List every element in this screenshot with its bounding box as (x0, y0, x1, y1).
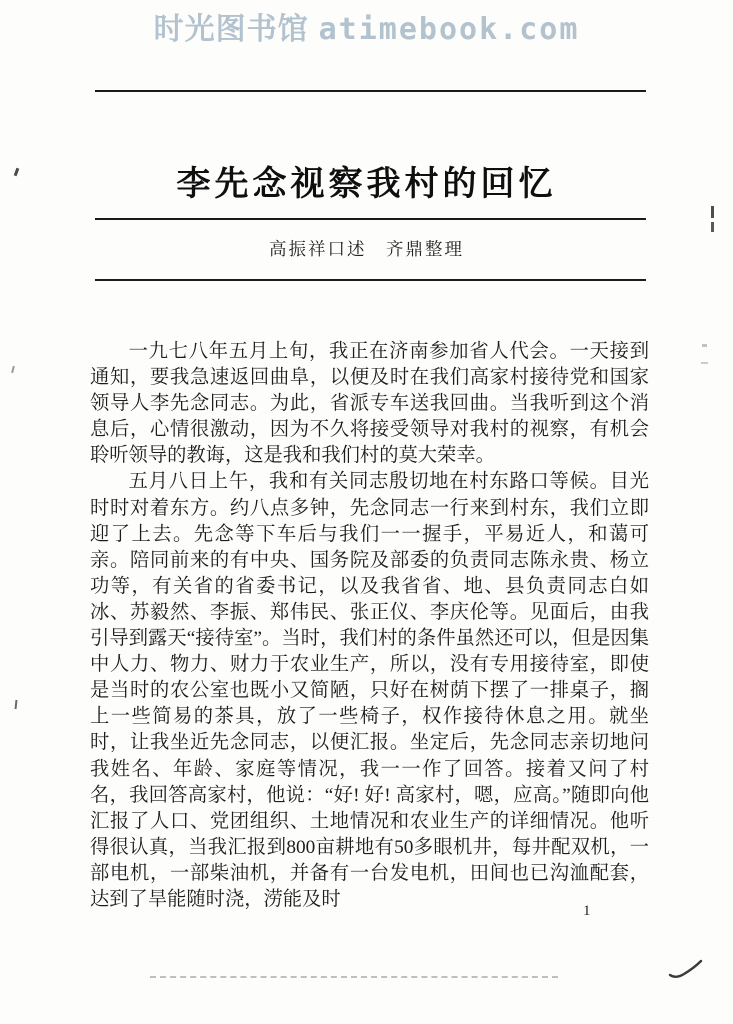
body-paragraph: 五月八日上午，我和有关同志殷切地在村东路口等候。目光时时对着东方。约八点多钟，先念同志一行来到村东，我们立即迎了上去。先念等下车后与我们一一握手，平易近人，和蔼可亲。陪同前来的有中央、国务院及部委的负责同志陈永贵、杨立功等，有关省的省委书记，以及我省省、地、县负责同志白如冰、苏毅然、李振、郑伟民、张正仪、李庆伦等。见面后，由我引导到露天“接待室”。当时，我们村的条件虽然还可以，但是因集中人力、物力、财力于农业生产，所以，没有专用接待室，即使是当时的农公室也既小又简陋，只好在树荫下摆了一排桌子，搁上一些简易的茶具，放了一些椅子，权作接待休息之用。就坐时，让我坐近先念同志，以便汇报。坐定后，先念同志亲切地问我姓名、年龄、家庭等情况，我一一作了回答。接着又问了村名，我回答高家村，他说：“好! 好! 高家村，嗯，应高。”随即向他汇报了人口、党团组织、土地情况和农业生产的详细情况。他听得很认真，当我汇报到800亩耕地有50多眼机井，每井配双机，一部电机，一部柴油机，并备有一台发电机，田间也已沟洫配套，达到了旱能随时浇，涝能及时 (90, 471, 649, 910)
scan-artifact-mark (702, 344, 707, 347)
body-paragraph: 一九七八年五月上旬，我正在济南参加省人代会。一天接到通知，要我急速返回曲阜，以便及时在我们高家村接待党和国家领导人李先念同志。为此，省派专车送我回曲。当我听到这个消息后，心情很激动，因为不久将接受领导对我村的视察，有机会聆听领导的教诲，这是我和我们村的莫大荣幸。 (90, 341, 649, 467)
watermark-library-name: 时光图书馆 (153, 12, 309, 47)
scan-artifact-mark (711, 222, 714, 232)
byline-bottom-rule-divider (95, 279, 646, 281)
scan-artifact-mark (15, 700, 18, 709)
page-number: 1 (583, 903, 591, 919)
scan-artifact-mark (701, 362, 708, 364)
scan-artifact-pen-mark (668, 958, 704, 980)
article-body (90, 339, 649, 913)
byline-top-rule-divider (95, 218, 646, 220)
top-rule-divider (95, 90, 646, 92)
scan-artifact-dashed-line (150, 976, 558, 978)
article-title: 李先念视察我村的回忆 (176, 165, 557, 203)
article-byline: 高振祥口述 齐鼎整理 (269, 239, 464, 259)
watermark (0, 4, 733, 48)
watermark-site-name: atimebook.com (318, 12, 580, 47)
scan-artifact-mark (711, 206, 714, 218)
scan-artifact-mark (11, 366, 15, 373)
